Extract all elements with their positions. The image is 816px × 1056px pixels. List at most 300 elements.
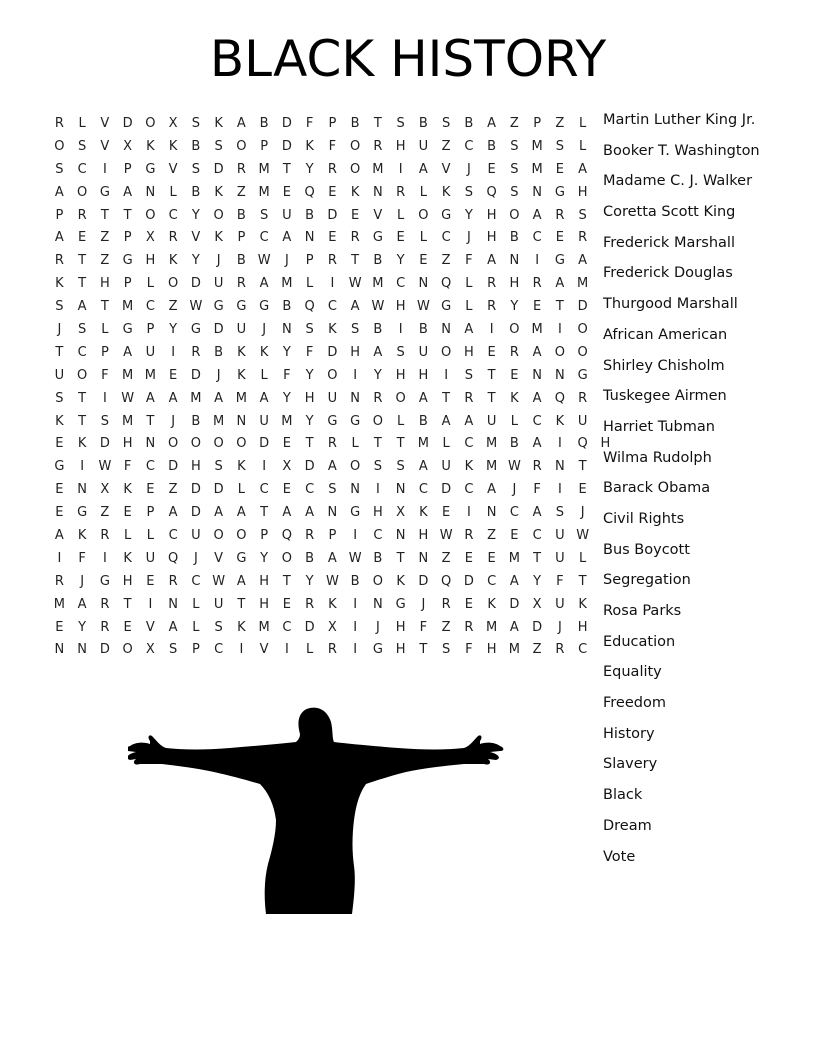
grid-letter: R xyxy=(54,115,64,131)
grid-letter: K xyxy=(214,115,223,131)
grid-letter: J xyxy=(284,253,289,269)
grid-letter: U xyxy=(555,550,565,566)
grid-letter: R xyxy=(327,253,337,269)
grid-letter: G xyxy=(145,161,156,177)
grid-letter: Q xyxy=(281,527,292,543)
grid-letter: N xyxy=(418,550,429,566)
grid-letter: N xyxy=(555,367,565,383)
grid-letter: Q xyxy=(554,390,565,406)
grid-letter: K xyxy=(123,482,132,498)
grid-letter: E xyxy=(123,619,132,635)
grid-letter: K xyxy=(55,276,64,292)
grid-letter: O xyxy=(168,276,179,292)
grid-letter: C xyxy=(509,505,519,521)
grid-letter: N xyxy=(282,321,292,337)
grid-letter: K xyxy=(396,573,405,589)
grid-letter: E xyxy=(419,253,428,269)
grid-letter: A xyxy=(487,482,497,498)
word-search-grid xyxy=(48,112,617,661)
grid-letter: Y xyxy=(282,390,291,406)
grid-letter: O xyxy=(77,367,88,383)
grid-letter: Q xyxy=(577,436,588,452)
grid-letter: O xyxy=(441,344,452,360)
grid-letter: O xyxy=(350,138,361,154)
grid-letter: A xyxy=(77,596,87,612)
grid-letter: Z xyxy=(555,115,565,131)
grid-letter: B xyxy=(305,550,315,566)
grid-letter: S xyxy=(510,138,519,154)
grid-letter: E xyxy=(282,184,291,200)
grid-letter: P xyxy=(260,527,269,543)
grid-letter: H xyxy=(259,596,270,612)
grid-letter: L xyxy=(146,527,154,543)
grid-letter: C xyxy=(532,230,542,246)
grid-letter: V xyxy=(373,207,383,223)
grid-letter: S xyxy=(259,207,269,223)
grid-letter: N xyxy=(509,253,520,269)
grid-letter: J xyxy=(512,482,517,498)
grid-letter: I xyxy=(489,321,494,337)
grid-letter: T xyxy=(55,344,64,360)
word-list-item: Coretta Scott King xyxy=(603,204,736,221)
grid-letter: S xyxy=(396,459,405,475)
grid-letter: N xyxy=(54,642,65,658)
grid-letter: C xyxy=(191,573,201,589)
grid-letter: A xyxy=(532,436,542,452)
grid-letter: O xyxy=(145,115,156,131)
grid-letter: Y xyxy=(305,161,314,177)
grid-letter: T xyxy=(237,596,246,612)
grid-letter: S xyxy=(441,115,451,131)
grid-letter: M xyxy=(122,367,134,383)
grid-letter: Y xyxy=(260,550,269,566)
grid-letter: N xyxy=(373,596,383,612)
grid-letter: Z xyxy=(441,253,451,269)
grid-letter: E xyxy=(282,482,291,498)
grid-letter: I xyxy=(239,642,244,658)
grid-letter: R xyxy=(100,527,110,543)
grid-letter: B xyxy=(191,413,201,429)
grid-letter: G xyxy=(372,642,383,658)
grid-letter: Q xyxy=(304,299,315,315)
grid-letter: S xyxy=(77,321,87,337)
grid-letter: V xyxy=(168,161,178,177)
grid-letter: P xyxy=(146,505,155,521)
grid-letter: O xyxy=(54,138,65,154)
grid-letter: C xyxy=(418,482,428,498)
grid-letter: C xyxy=(77,344,87,360)
grid-letter: R xyxy=(578,230,588,246)
grid-letter: A xyxy=(123,184,133,200)
grid-letter: O xyxy=(281,550,292,566)
grid-letter: D xyxy=(99,436,110,452)
grid-letter: R xyxy=(100,596,110,612)
grid-letter: N xyxy=(555,459,565,475)
grid-letter: U xyxy=(441,459,451,475)
grid-letter: H xyxy=(463,344,474,360)
grid-letter: T xyxy=(78,390,87,406)
grid-letter: X xyxy=(145,642,155,658)
grid-letter: H xyxy=(486,207,497,223)
grid-letter: I xyxy=(466,505,471,521)
grid-letter: H xyxy=(395,299,406,315)
grid-letter: F xyxy=(78,550,86,566)
grid-letter: H xyxy=(122,436,133,452)
grid-letter: M xyxy=(144,367,156,383)
grid-letter: Q xyxy=(441,573,452,589)
grid-letter: T xyxy=(123,596,132,612)
grid-letter: Z xyxy=(100,230,110,246)
grid-letter: L xyxy=(465,276,473,292)
grid-letter: T xyxy=(305,436,314,452)
grid-letter: L xyxy=(442,436,450,452)
grid-letter: R xyxy=(305,527,315,543)
word-list-item: Civil Rights xyxy=(603,510,685,527)
grid-letter: D xyxy=(327,207,338,223)
grid-letter: C xyxy=(145,299,155,315)
grid-letter: S xyxy=(214,459,223,475)
grid-letter: K xyxy=(237,619,246,635)
word-list xyxy=(603,110,760,877)
grid-letter: L xyxy=(579,138,587,154)
grid-letter: M xyxy=(235,390,247,406)
grid-letter: S xyxy=(168,642,178,658)
grid-letter: M xyxy=(417,436,429,452)
grid-letter: L xyxy=(510,413,518,429)
grid-letter: I xyxy=(535,253,540,269)
grid-letter: O xyxy=(372,573,383,589)
grid-letter: K xyxy=(510,390,519,406)
grid-letter: K xyxy=(77,527,87,543)
grid-letter: K xyxy=(237,367,246,383)
grid-letter: E xyxy=(123,505,132,521)
grid-letter: J xyxy=(193,550,198,566)
grid-letter: C xyxy=(168,527,178,543)
grid-letter: X xyxy=(396,505,406,521)
grid-letter: X xyxy=(327,619,337,635)
grid-letter: E xyxy=(55,436,64,452)
grid-letter: N xyxy=(145,184,156,200)
grid-letter: A xyxy=(54,184,64,200)
grid-letter: Z xyxy=(441,550,451,566)
grid-letter: B xyxy=(487,138,497,154)
grid-letter: K xyxy=(237,344,246,360)
grid-letter: C xyxy=(464,436,474,452)
grid-letter: E xyxy=(464,550,473,566)
grid-letter: G xyxy=(441,299,452,315)
grid-letter: I xyxy=(557,482,562,498)
grid-letter: A xyxy=(532,207,542,223)
grid-letter: C xyxy=(464,138,474,154)
grid-letter: I xyxy=(80,459,85,475)
grid-letter: E xyxy=(510,527,519,543)
word-list-item: Slavery xyxy=(603,756,658,773)
grid-letter: L xyxy=(124,527,132,543)
grid-letter: K xyxy=(441,184,451,200)
grid-letter: E xyxy=(442,505,451,521)
grid-letter: U xyxy=(145,344,156,360)
grid-letter: U xyxy=(555,596,565,612)
grid-letter: T xyxy=(578,573,587,589)
grid-letter: E xyxy=(282,596,291,612)
word-list-item: African American xyxy=(603,326,728,343)
grid-letter: A xyxy=(532,390,542,406)
grid-letter: G xyxy=(77,505,88,521)
grid-letter: R xyxy=(350,230,360,246)
grid-letter: M xyxy=(577,276,589,292)
grid-letter: D xyxy=(213,161,224,177)
grid-letter: G xyxy=(350,505,361,521)
grid-letter: T xyxy=(100,207,109,223)
grid-letter: U xyxy=(555,527,565,543)
grid-letter: T xyxy=(396,436,405,452)
grid-letter: K xyxy=(464,459,474,475)
grid-letter: R xyxy=(441,596,451,612)
grid-letter: R xyxy=(464,619,474,635)
grid-letter: A xyxy=(236,505,246,521)
grid-letter: H xyxy=(304,390,315,406)
grid-letter: I xyxy=(353,367,358,383)
grid-letter: N xyxy=(395,527,406,543)
grid-letter: J xyxy=(216,367,221,383)
grid-letter: B xyxy=(259,115,269,131)
grid-letter: N xyxy=(486,505,497,521)
grid-letter: A xyxy=(77,299,87,315)
grid-letter: T xyxy=(78,276,87,292)
grid-letter: M xyxy=(508,550,520,566)
grid-letter: L xyxy=(237,482,245,498)
grid-letter: Z xyxy=(441,138,451,154)
grid-letter: R xyxy=(509,344,519,360)
grid-letter: F xyxy=(305,344,314,360)
grid-letter: S xyxy=(191,161,200,177)
grid-letter: M xyxy=(258,184,270,200)
grid-letter: D xyxy=(463,573,474,589)
grid-letter: R xyxy=(54,253,64,269)
grid-row xyxy=(48,593,617,616)
grid-letter: O xyxy=(190,436,201,452)
word-list-item: Segregation xyxy=(603,572,691,589)
grid-letter: O xyxy=(509,207,520,223)
grid-letter: B xyxy=(191,138,201,154)
grid-letter: T xyxy=(555,299,564,315)
grid-letter: Y xyxy=(305,573,314,589)
grid-letter: C xyxy=(259,230,269,246)
word-list-item: Education xyxy=(603,633,676,650)
grid-letter: U xyxy=(418,138,429,154)
grid-letter: L xyxy=(78,115,86,131)
grid-letter: J xyxy=(57,321,62,337)
grid-letter: A xyxy=(487,253,497,269)
grid-letter: Q xyxy=(441,276,452,292)
grid-letter: A xyxy=(54,230,64,246)
grid-letter: G xyxy=(395,596,406,612)
grid-letter: N xyxy=(236,413,247,429)
grid-letter: M xyxy=(281,413,293,429)
grid-letter: Z xyxy=(100,505,110,521)
word-list-item: Harriet Tubman xyxy=(603,418,715,435)
grid-letter: D xyxy=(281,138,292,154)
grid-letter: A xyxy=(123,344,133,360)
grid-letter: Y xyxy=(191,253,200,269)
grid-letter: G xyxy=(54,459,65,475)
grid-letter: H xyxy=(418,367,429,383)
grid-letter: P xyxy=(305,253,314,269)
grid-letter: B xyxy=(373,321,383,337)
grid-letter: C xyxy=(396,276,406,292)
grid-letter: S xyxy=(305,321,314,337)
grid-letter: C xyxy=(168,207,178,223)
grid-letter: O xyxy=(236,138,247,154)
grid-letter: W xyxy=(212,573,226,589)
grid-letter: J xyxy=(80,573,85,589)
grid-letter: O xyxy=(236,527,247,543)
grid-letter: T xyxy=(487,390,496,406)
word-list-item: Tuskegee Airmen xyxy=(603,388,727,405)
grid-letter: Y xyxy=(305,367,314,383)
grid-letter: E xyxy=(487,344,496,360)
grid-letter: E xyxy=(510,367,519,383)
grid-letter: V xyxy=(214,550,224,566)
word-list-item: Booker T. Washington xyxy=(603,142,760,159)
grid-letter: T xyxy=(487,367,496,383)
grid-letter: K xyxy=(55,413,64,429)
grid-letter: S xyxy=(328,482,337,498)
grid-letter: Z xyxy=(532,642,542,658)
grid-letter: E xyxy=(55,482,64,498)
grid-letter: J xyxy=(466,230,471,246)
grid-letter: K xyxy=(237,459,246,475)
grid-letter: M xyxy=(372,161,384,177)
grid-letter: K xyxy=(168,253,178,269)
grid-letter: G xyxy=(190,321,201,337)
grid-letter: H xyxy=(395,138,406,154)
grid-letter: M xyxy=(531,138,543,154)
grid-letter: Z xyxy=(168,299,178,315)
grid-letter: H xyxy=(372,505,383,521)
grid-letter: W xyxy=(325,573,339,589)
grid-letter: A xyxy=(145,390,155,406)
grid-row xyxy=(48,501,617,524)
grid-letter: L xyxy=(419,184,427,200)
grid-row xyxy=(48,295,617,318)
grid-letter: X xyxy=(532,596,542,612)
grid-letter: A xyxy=(509,619,519,635)
grid-letter: S xyxy=(373,459,382,475)
grid-letter: Z xyxy=(441,619,451,635)
grid-letter: O xyxy=(213,207,224,223)
grid-letter: D xyxy=(99,642,110,658)
grid-letter: E xyxy=(55,619,64,635)
grid-letter: R xyxy=(464,390,474,406)
grid-letter: K xyxy=(419,505,428,521)
grid-letter: N xyxy=(395,482,406,498)
grid-letter: A xyxy=(214,390,224,406)
grid-letter: A xyxy=(487,115,497,131)
grid-letter: G xyxy=(327,413,338,429)
grid-letter: U xyxy=(486,413,497,429)
grid-letter: L xyxy=(169,184,177,200)
grid-letter: G xyxy=(122,253,133,269)
grid-letter: W xyxy=(507,459,521,475)
grid-letter: F xyxy=(465,642,473,658)
grid-letter: O xyxy=(145,207,156,223)
grid-letter: K xyxy=(214,184,223,200)
grid-letter: E xyxy=(169,367,178,383)
grid-letter: T xyxy=(123,207,132,223)
grid-letter: V xyxy=(100,115,110,131)
grid-letter: G xyxy=(372,230,383,246)
grid-letter: A xyxy=(441,413,451,429)
grid-letter: K xyxy=(578,596,587,612)
grid-letter: E xyxy=(146,573,155,589)
grid-letter: H xyxy=(259,573,270,589)
grid-letter: B xyxy=(509,436,519,452)
grid-letter: W xyxy=(439,527,453,543)
grid-letter: X xyxy=(100,482,110,498)
grid-letter: R xyxy=(327,642,337,658)
grid-letter: O xyxy=(213,527,224,543)
grid-letter: S xyxy=(464,184,473,200)
grid-letter: A xyxy=(509,573,519,589)
grid-letter: U xyxy=(54,367,65,383)
grid-letter: W xyxy=(121,390,135,406)
grid-letter: J xyxy=(262,321,267,337)
grid-letter: L xyxy=(419,230,427,246)
grid-letter: M xyxy=(531,161,543,177)
grid-letter: A xyxy=(532,505,542,521)
grid-letter: G xyxy=(259,299,270,315)
grid-letter: C xyxy=(145,459,155,475)
grid-letter: M xyxy=(486,436,498,452)
grid-letter: C xyxy=(441,230,451,246)
grid-letter: R xyxy=(555,207,565,223)
grid-letter: F xyxy=(328,138,337,154)
grid-letter: R xyxy=(191,344,201,360)
grid-letter: S xyxy=(214,138,223,154)
grid-letter: N xyxy=(373,184,383,200)
grid-letter: C xyxy=(282,619,292,635)
grid-letter: F xyxy=(465,253,473,269)
grid-letter: T xyxy=(100,299,109,315)
grid-letter: R xyxy=(532,276,542,292)
grid-letter: H xyxy=(486,230,497,246)
grid-letter: A xyxy=(464,321,474,337)
raised-arms-silhouette-icon xyxy=(128,704,508,916)
grid-row xyxy=(48,547,617,570)
grid-letter: R xyxy=(54,573,64,589)
grid-letter: U xyxy=(191,527,201,543)
grid-letter: C xyxy=(578,642,588,658)
grid-letter: B xyxy=(350,115,360,131)
word-list-item: Shirley Chisholm xyxy=(603,357,725,374)
grid-letter: S xyxy=(55,299,64,315)
grid-letter: M xyxy=(122,299,134,315)
grid-letter: M xyxy=(281,276,293,292)
grid-letter: K xyxy=(328,596,337,612)
grid-letter: A xyxy=(373,344,383,360)
grid-letter: R xyxy=(168,230,178,246)
grid-letter: M xyxy=(372,276,384,292)
grid-letter: J xyxy=(557,619,562,635)
word-list-item: Rosa Parks xyxy=(603,603,682,619)
grid-letter: S xyxy=(77,138,87,154)
grid-letter: R xyxy=(236,161,246,177)
grid-letter: E xyxy=(555,161,564,177)
grid-letter: O xyxy=(350,459,361,475)
grid-letter: I xyxy=(353,642,358,658)
grid-letter: N xyxy=(418,276,429,292)
